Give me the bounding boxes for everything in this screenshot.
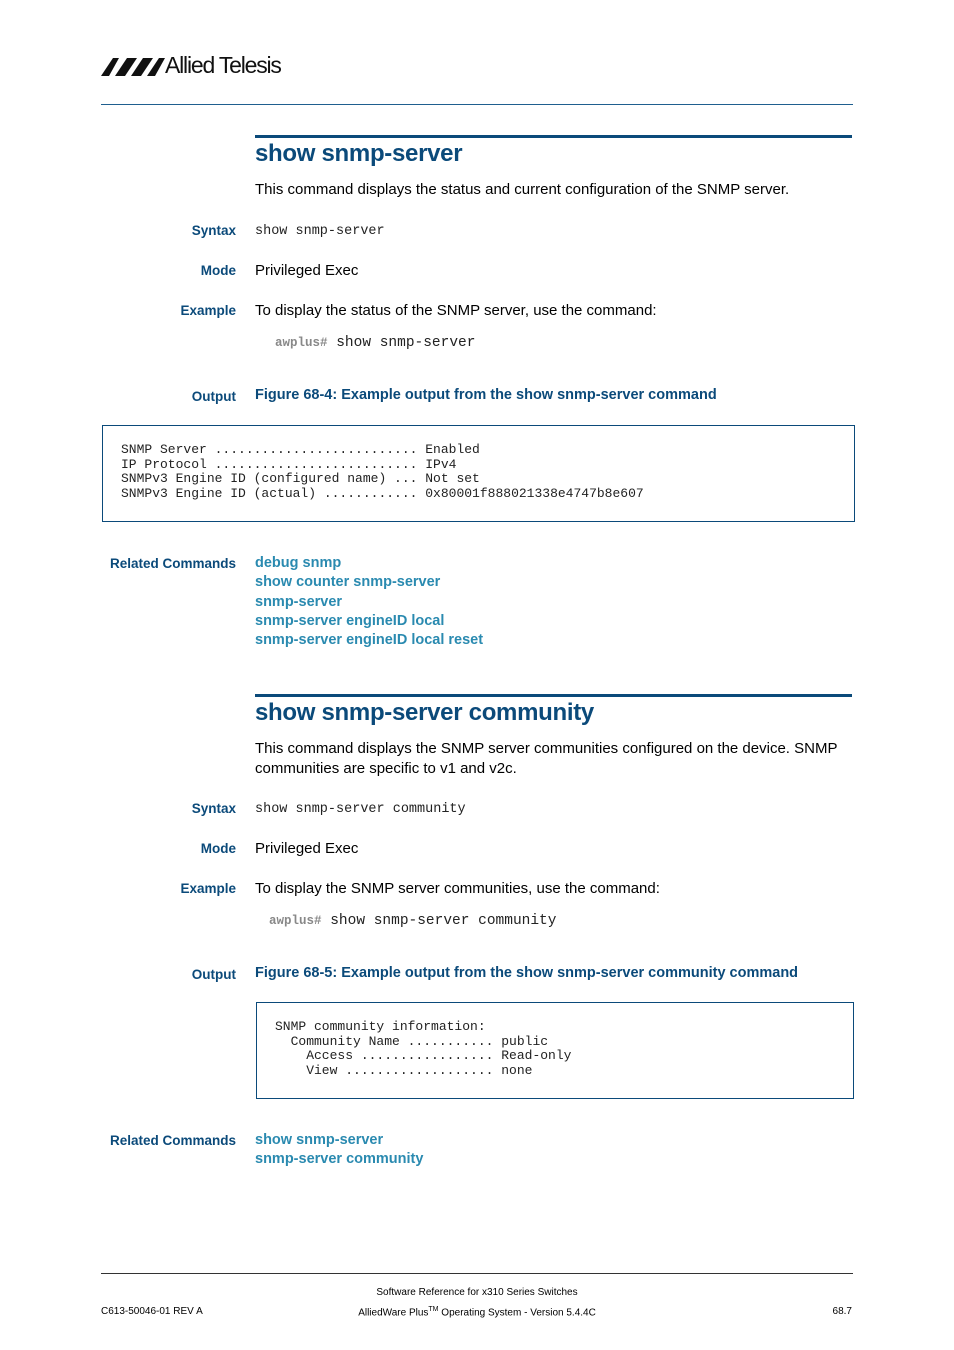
section2-mode-label: Mode (200, 841, 236, 856)
footer-product: AlliedWare Plus (358, 1307, 429, 1319)
section1-figure-caption: Figure 68-4: Example output from the show snmp-server command (255, 387, 717, 403)
section1-output-label: Output (191, 389, 236, 404)
output-line: IP Protocol .......................... IPv4 (121, 456, 457, 472)
section1-title: show snmp-server (255, 140, 463, 167)
section2-figure-caption: Figure 68-5: Example output from the show snmp-server community command (255, 965, 799, 981)
footer-rule (101, 1273, 853, 1274)
related-link-snmp-server[interactable]: snmp-server (255, 593, 343, 610)
section2-output-label: Output (191, 967, 236, 982)
section1-output-box (102, 425, 855, 522)
footer-trademark: TM (428, 1306, 439, 1313)
related-link-show-counter-snmp-server[interactable]: show counter snmp-server (255, 574, 441, 591)
section1-mode-label: Mode (200, 263, 236, 278)
section2-syntax-label: Syntax (191, 801, 236, 816)
section2-output (275, 1020, 571, 1078)
section2-title: show snmp-server community (255, 699, 594, 726)
related-link-debug-snmp[interactable]: debug snmp (255, 555, 342, 571)
section1-mode: Privileged Exec (255, 262, 359, 279)
section1-syntax-label: Syntax (191, 223, 236, 238)
section2-command: show snmp-server community (330, 913, 557, 929)
section2-description: This command displays the SNMP server communities configured on the device. SNMP communities are specific to v1 and v2c. (255, 740, 838, 777)
section2-mode: Privileged Exec (255, 840, 359, 857)
output-line: Access ................. Read-only (275, 1048, 572, 1063)
company-logo (101, 52, 301, 80)
section2-related-label: Related Commands (109, 1133, 236, 1148)
section1-example-text: To display the status of the SNMP server, use the command: (255, 302, 657, 319)
footer-version: Operating System - Version 5.4.4C (438, 1307, 596, 1319)
footer-os-version (0, 1306, 954, 1318)
output-line: SNMP community information: (275, 1019, 486, 1034)
section1-command: show snmp-server (336, 335, 476, 351)
section2-related-list (255, 1131, 423, 1170)
output-line: View ................... none (275, 1062, 533, 1078)
related-link-show-snmp-server[interactable]: show snmp-server (255, 1132, 384, 1148)
section2-example-text: To display the SNMP server communities, use the command: (255, 880, 660, 897)
section1-title-rule (255, 135, 852, 138)
logo-text: Allied Telesis (165, 52, 281, 78)
section1-prompt: awplus# (275, 336, 328, 350)
section2-syntax: show snmp-server community (255, 802, 466, 817)
section1-related-list (255, 554, 483, 650)
allied-telesis-logo-icon (101, 54, 165, 78)
related-link-snmp-server-engineid-local-reset[interactable]: snmp-server engineID local reset (255, 632, 484, 649)
related-link-snmp-server-community[interactable]: snmp-server community (255, 1151, 424, 1168)
output-line: SNMPv3 Engine ID (actual) ............ 0x80001f888021338e4747b8e607 (121, 485, 644, 501)
output-line: SNMP Server .......................... Enabled (121, 442, 480, 457)
section1-related-label: Related Commands (109, 556, 236, 571)
section1-description: This command displays the status and current configuration of the SNMP server. (255, 181, 790, 198)
section2-output-box (256, 1002, 854, 1099)
section1-example-command (275, 335, 475, 351)
header-rule (101, 104, 853, 105)
section1-syntax: show snmp-server (255, 224, 385, 239)
section2-example-label: Example (180, 881, 236, 896)
output-line: SNMPv3 Engine ID (configured name) ... Not set (121, 471, 480, 486)
section2-prompt: awplus# (269, 914, 322, 928)
section1-example-label: Example (180, 303, 236, 318)
footer-page-number: 68.7 (832, 1306, 852, 1317)
section2-title-rule (255, 694, 852, 697)
related-link-snmp-server-engineid-local[interactable]: snmp-server engineID local (255, 612, 445, 629)
section2-example-command (269, 913, 556, 929)
output-line: Community Name ........... public (275, 1033, 549, 1049)
footer-title: Software Reference for x310 Series Switches (376, 1287, 578, 1298)
section1-output (121, 443, 644, 501)
footer-doc-id: C613-50046-01 REV A (101, 1306, 203, 1317)
